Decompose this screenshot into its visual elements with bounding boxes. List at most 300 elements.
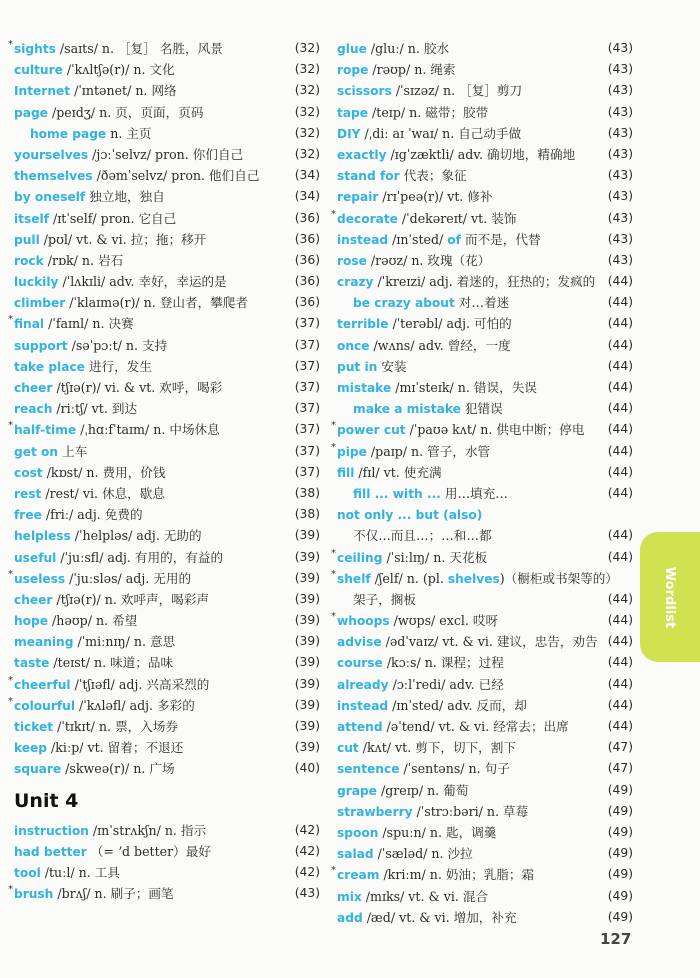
- headword: square: [14, 762, 62, 777]
- headword: grape: [337, 783, 377, 798]
- page-ref: (39): [294, 570, 320, 585]
- wordlist-entry: [337, 80, 633, 101]
- star-marker: *: [331, 441, 336, 453]
- definition: /teɪp/ n. 磁带；胶带: [368, 104, 489, 120]
- headword: rope: [337, 63, 369, 78]
- wordlist-entry: [337, 780, 633, 801]
- page-ref: (34): [294, 189, 320, 204]
- star-marker: *: [8, 39, 13, 50]
- page-ref: (39): [294, 613, 320, 628]
- wordlist-entry: [337, 356, 633, 377]
- definition: /ˈpaʊə kʌt/ n. 供电中断；停电: [405, 422, 585, 438]
- definition: /ˈɪntənet/ n. 网络: [70, 83, 177, 99]
- wordlist-entry: [14, 631, 320, 652]
- headword: cheerful: [14, 677, 71, 692]
- headword: glue: [337, 42, 367, 56]
- left-entries-top: [8, 38, 320, 780]
- wordlist-entry: [337, 652, 633, 673]
- definition: /ɪnˈsted/: [388, 231, 448, 247]
- definition: /rɪˈpeə(r)/ vt. 修补: [378, 189, 493, 205]
- definition: 独立地，独自: [85, 189, 165, 205]
- wordlist-entry: [14, 610, 320, 631]
- headword: cheer: [14, 592, 53, 607]
- definition: /ˈkʌltʃə(r)/ n. 文化: [62, 62, 175, 78]
- headword: ceiling: [337, 550, 383, 565]
- page-ref: (49): [607, 782, 633, 797]
- wordlist-entry: [14, 652, 320, 673]
- headword: tool: [14, 865, 41, 880]
- wordlist-entry: [14, 102, 320, 123]
- page-ref: (43): [607, 104, 633, 119]
- right-entries: [331, 38, 633, 928]
- unit-heading: Unit 4: [14, 789, 79, 812]
- definition: /ɪgˈzæktli/ adv. 确切地，精确地: [386, 146, 576, 162]
- definition: /skweə(r)/ n. 广场: [61, 761, 175, 777]
- wordlist-entry: [337, 165, 633, 186]
- wordlist-entry: [337, 398, 633, 419]
- wordlist-entry: [14, 504, 320, 525]
- definition: /ˈlʌkɪli/ adv. 幸好，幸运的是: [58, 274, 227, 290]
- definition: /ɪnˈstrʌkʃn/ n. 指示: [88, 822, 207, 838]
- left-entries-bottom: [8, 820, 320, 905]
- headword: hope: [14, 614, 49, 629]
- headword: mistake: [337, 381, 392, 395]
- definition: 上车: [58, 443, 88, 459]
- page-ref: (43): [294, 886, 320, 901]
- wordlist-entry: [337, 843, 633, 864]
- headword: sentence: [337, 762, 400, 777]
- wordlist-entry: [331, 864, 633, 885]
- wordlist-entry: [337, 271, 633, 292]
- definition: /ɪnˈsted/ adv. 反而，却: [388, 697, 527, 713]
- wordlist-entry: [331, 610, 633, 631]
- definition: /ˈsæləd/ n. 沙拉: [373, 846, 473, 862]
- headword: already: [337, 677, 389, 692]
- wordlist-entry: [337, 716, 633, 737]
- page-ref: (44): [607, 719, 633, 733]
- left-column: [8, 38, 320, 904]
- wordlist-entry: [337, 123, 633, 144]
- definition: /ˈmiːnɪŋ/ n. 意思: [73, 634, 176, 650]
- definition: /pʊl/ vt. & vi. 拉；拖；移开: [39, 231, 207, 247]
- page-ref: (36): [294, 274, 320, 289]
- headword-part: shelves: [447, 571, 500, 586]
- page-ref: (44): [607, 337, 633, 352]
- definition: 进行，发生: [84, 358, 152, 374]
- wordlist-entry: [8, 313, 320, 334]
- headword: mix: [337, 889, 362, 904]
- wordlist-entry: [14, 441, 320, 462]
- headword: by oneself: [14, 190, 86, 205]
- star-marker: *: [8, 314, 13, 326]
- headword: brush: [14, 887, 54, 902]
- page-ref: (42): [294, 864, 320, 879]
- definition: /kɔːs/ n. 课程；过程: [382, 655, 504, 671]
- page-ref: (37): [294, 464, 320, 479]
- wordlist-entry: [337, 102, 633, 123]
- wordlist-entry: [14, 716, 320, 737]
- headword: keep: [14, 741, 48, 756]
- wordlist-entry: [14, 271, 320, 292]
- definition: 代表；象征: [399, 168, 467, 184]
- page-ref: (44): [607, 422, 633, 437]
- wordlist-entry: [14, 377, 320, 398]
- page-ref: (39): [294, 697, 320, 712]
- wordlist-entry: [337, 907, 633, 928]
- headword: once: [337, 338, 370, 353]
- page-ref: (42): [294, 843, 320, 858]
- definition: /ɪtˈself/ pron. 它自己: [49, 210, 177, 226]
- wordlist-entry: [337, 504, 633, 525]
- definition: /tʃɪə(r)/ vi. & vt. 欢呼，喝彩: [52, 380, 223, 395]
- definition: /peɪdʒ/ n. 页，页面，页码: [47, 104, 204, 120]
- headword: rock: [14, 253, 44, 268]
- star-marker: *: [331, 420, 336, 432]
- definition: /ˈsentəns/ n. 句子: [399, 761, 510, 777]
- definition: /ˈklaɪmə(r)/ n. 登山者，攀爬者: [65, 295, 248, 311]
- headword: helpless: [14, 529, 71, 544]
- page-ref: (44): [607, 655, 633, 670]
- headword: sights: [14, 42, 56, 56]
- page-ref: (36): [294, 295, 320, 310]
- headword: decorate: [337, 211, 398, 226]
- headword: luckily: [14, 275, 59, 290]
- page-ref: (37): [294, 443, 320, 458]
- page-ref: (39): [294, 719, 320, 733]
- wordlist-entry: [14, 462, 320, 483]
- page-ref: (44): [607, 274, 633, 289]
- star-marker: *: [8, 674, 13, 686]
- page-number: 127: [600, 930, 632, 948]
- definition: /ˌhɑːfˈtaɪm/ n. 中场休息: [76, 422, 220, 438]
- page-ref: (44): [607, 464, 633, 479]
- page-ref: (49): [607, 867, 633, 882]
- page-ref: (43): [607, 252, 633, 267]
- definition: /səˈpɔːt/ n. 支持: [67, 337, 168, 353]
- headword: cost: [14, 465, 43, 480]
- definition: /tʃɪə(r)/ n. 欢呼声，喝彩声: [52, 591, 210, 607]
- definition: /ˈjuːsləs/ adj. 无用的: [65, 570, 192, 586]
- wordlist-entry: [14, 292, 320, 313]
- definition: /friː/ adj. 免费的: [41, 507, 143, 523]
- star-marker: *: [331, 611, 336, 623]
- definition: /tuːl/ n. 工具: [40, 864, 120, 880]
- wordlist-entry: [14, 335, 320, 356]
- page-ref: (44): [607, 697, 633, 712]
- definition: /ˈtɪkɪt/ n. 票，入场券: [53, 719, 178, 734]
- headword: taste: [14, 656, 50, 671]
- side-tab-label: Wordlist: [662, 566, 678, 628]
- wordlist-entry: [337, 59, 633, 80]
- headword: get on: [14, 444, 59, 459]
- definition: 架子，搁板: [353, 591, 416, 607]
- definition: /wʊps/ excl. 哎呀: [389, 613, 499, 629]
- definition: /ˈterəbl/ adj. 可怕的: [388, 316, 512, 332]
- headword: meaning: [14, 635, 74, 650]
- definition: /rɒk/ n. 岩石: [43, 252, 124, 268]
- page-ref: (32): [294, 62, 320, 77]
- wordlist-entry: [14, 250, 320, 271]
- headword: stand for: [337, 169, 400, 184]
- definition-part: )（橱柜或书架等的）: [499, 570, 618, 586]
- page-ref: (37): [294, 316, 320, 331]
- wordlist-entry: [337, 483, 633, 504]
- page-ref: (39): [294, 634, 320, 649]
- definition: /mɪks/ vt. & vi. 混合: [361, 888, 489, 904]
- definition: /rəʊp/ n. 绳索: [368, 62, 456, 78]
- wordlist-entry: [8, 568, 320, 589]
- headword: attend: [337, 720, 383, 734]
- page-ref: (32): [294, 125, 320, 140]
- headword: advise: [337, 635, 382, 650]
- wordlist-entry: [14, 862, 320, 883]
- definition: /saɪts/ n. ［复］ 名胜，风景: [55, 41, 223, 56]
- definition: /həʊp/ n. 希望: [48, 613, 138, 629]
- headword: whoops: [337, 614, 390, 629]
- wordlist-entry: [337, 525, 633, 546]
- wordlist-entry: [14, 589, 320, 610]
- definition: /paɪp/ n. 管子，水管: [366, 443, 491, 459]
- page-ref: (43): [607, 83, 633, 98]
- headword-part: of: [447, 232, 461, 247]
- headword: themselves: [14, 169, 93, 184]
- page-ref: (44): [607, 443, 633, 458]
- wordlist-entry: [8, 419, 320, 440]
- headword: salad: [337, 847, 374, 862]
- page-ref: (44): [607, 591, 633, 606]
- definition: 用…填充…: [440, 485, 508, 501]
- wordlist-entry: [14, 59, 320, 80]
- headword: take place: [14, 359, 85, 374]
- headword: cut: [337, 741, 359, 756]
- wordlist-entry: [331, 419, 633, 440]
- wordlist-entry: [14, 758, 320, 779]
- star-marker: *: [331, 547, 336, 559]
- definition: 犯错误: [460, 401, 503, 417]
- page-ref: (44): [607, 295, 633, 310]
- headword: ticket: [14, 720, 54, 734]
- page-ref: (43): [607, 168, 633, 183]
- wordlist-entry: [337, 335, 633, 356]
- definition: /ˌdiː aɪ ˈwaɪ/ n. 自己动手做: [360, 125, 522, 141]
- definition-part: 而不是，代替: [460, 231, 541, 247]
- page-ref: (40): [294, 761, 320, 776]
- page-ref: (37): [294, 422, 320, 437]
- headword: fill ... with ...: [353, 486, 441, 501]
- definition: /riːtʃ/ vt. 到达: [52, 401, 138, 417]
- definition: 安装: [377, 358, 407, 374]
- definition: /ˈdekəreɪt/ vt. 装饰: [397, 210, 517, 226]
- star-marker: *: [331, 865, 336, 877]
- wordlist-entry: [337, 250, 633, 271]
- headword: itself: [14, 211, 50, 226]
- page-ref: (39): [294, 528, 320, 543]
- headword: yourselves: [14, 147, 89, 162]
- wordlist-entry: [14, 186, 320, 207]
- definition: /ðəmˈselvz/ pron. 他们自己: [92, 168, 260, 184]
- page-ref: (47): [607, 740, 633, 755]
- headword: culture: [14, 63, 63, 78]
- page-ref: (32): [294, 146, 320, 161]
- page-ref: (39): [294, 676, 320, 691]
- definition: n. 主页: [106, 125, 152, 141]
- wordlist-entry: [337, 144, 633, 165]
- headword: home page: [30, 126, 107, 141]
- wordlist-entry: [337, 822, 633, 843]
- wordlist-entry: [337, 674, 633, 695]
- definition: /ˈsiːlɪŋ/ n. 天花板: [382, 549, 488, 565]
- star-marker: *: [8, 695, 13, 707]
- headword: pull: [14, 232, 40, 247]
- wordlist-entry: [331, 568, 633, 589]
- wordlist-entry: [337, 886, 633, 907]
- headword: make a mistake: [353, 402, 461, 417]
- headword: instruction: [14, 823, 89, 838]
- definition: /wʌns/ adv. 曾经，一度: [369, 337, 511, 353]
- headword: had better: [14, 844, 87, 859]
- wordlist-entry: [337, 801, 633, 822]
- wordlist-entry: [337, 38, 633, 59]
- wordlist-entry: [337, 186, 633, 207]
- headword: final: [14, 317, 45, 332]
- star-marker: *: [8, 420, 13, 432]
- page-ref: (43): [607, 231, 633, 246]
- headword: spoon: [337, 825, 379, 840]
- wordlist-entry: [14, 841, 320, 862]
- wordlist-entry: [337, 377, 633, 398]
- definition: /ʃelf/ n. (pl.: [370, 570, 448, 586]
- page-ref: (43): [607, 146, 633, 161]
- page-ref: (44): [607, 549, 633, 564]
- definition: /ˈkʌləfl/ adj. 多彩的: [75, 697, 195, 713]
- wordlist-entry: [14, 525, 320, 546]
- wordlist-entry: [337, 695, 633, 716]
- star-marker: *: [8, 568, 13, 580]
- page-ref: (44): [607, 316, 633, 331]
- headword: power cut: [337, 423, 406, 438]
- definition: /ˈtʃɪəfl/ adj. 兴高采烈的: [70, 676, 210, 692]
- definition: /kʌt/ vt. 剪下，切下，割下: [358, 740, 516, 756]
- page-ref: (37): [294, 401, 320, 416]
- wordlist-entry: [14, 229, 320, 250]
- headword: useless: [14, 571, 66, 586]
- definition: /æd/ vt. & vi. 增加，补充: [362, 909, 517, 925]
- definition: /teɪst/ n. 味道；品味: [49, 655, 174, 671]
- page-ref: (39): [294, 655, 320, 670]
- page-ref: (44): [607, 613, 633, 628]
- definition: /rəʊz/ n. 玫瑰（花）: [366, 252, 491, 268]
- headword: instead: [337, 232, 389, 247]
- page-ref: (32): [294, 83, 320, 98]
- wordlist-entry: [8, 695, 320, 716]
- page-ref: (39): [294, 549, 320, 564]
- page-ref: (49): [607, 888, 633, 903]
- wordlist-entry: [14, 80, 320, 101]
- wordlist-entry: [14, 208, 320, 229]
- definition: /gluː/ n. 胶水: [366, 41, 450, 56]
- page-ref: (42): [294, 822, 320, 837]
- wordlist-entry: [331, 547, 633, 568]
- star-marker: *: [331, 208, 336, 220]
- wordlist-entry: [14, 356, 320, 377]
- wordlist-entry: [14, 820, 320, 841]
- wordlist-entry: [331, 208, 633, 229]
- headword: fill: [337, 465, 355, 480]
- headword: be crazy about: [353, 296, 455, 311]
- definition: /ˈsɪzəz/ n. ［复］剪刀: [391, 83, 523, 99]
- page-ref: (38): [294, 485, 320, 500]
- page-ref: (49): [607, 846, 633, 861]
- page-ref: (44): [607, 528, 633, 543]
- definition: /brʌʃ/ n. 刷子；画笔: [53, 886, 174, 902]
- page-ref: (43): [607, 41, 633, 55]
- wordlist-entry: [14, 398, 320, 419]
- page-ref: (37): [294, 358, 320, 373]
- headword: pipe: [337, 444, 367, 459]
- star-marker: *: [331, 568, 336, 580]
- page-ref: (32): [294, 41, 320, 55]
- definition: /mɪˈsteɪk/ n. 错误，失误: [391, 380, 537, 395]
- headword: Internet: [14, 84, 71, 99]
- page-ref: (49): [607, 803, 633, 818]
- wordlist-entry: [331, 441, 633, 462]
- wordlist-entry: [337, 313, 633, 334]
- wordlist-entry: [14, 737, 320, 758]
- headword: colourful: [14, 698, 75, 713]
- page-ref: (39): [294, 740, 320, 755]
- headword: not only ... but (also): [337, 508, 483, 523]
- definition: /kriːm/ n. 奶油；乳脂；霜: [379, 867, 535, 883]
- definition: /ˈjuːsfl/ adj. 有用的，有益的: [56, 549, 224, 565]
- wordlist-entry: [8, 883, 320, 904]
- page-ref: (44): [607, 380, 633, 394]
- page-ref: (49): [607, 909, 633, 924]
- page-ref: (32): [294, 104, 320, 119]
- wordlist-entry: [14, 483, 320, 504]
- page-ref: (36): [294, 231, 320, 246]
- definition: /spuːn/ n. 匙，调羹: [378, 824, 497, 840]
- definition: /rest/ vi. 休息，歇息: [41, 485, 165, 501]
- wordlist-entry: [8, 38, 320, 59]
- page-ref: (43): [607, 125, 633, 140]
- definition: /jɔːˈselvz/ pron. 你们自己: [88, 146, 244, 162]
- page-ref: (44): [607, 401, 633, 416]
- page-ref: (47): [607, 761, 633, 776]
- definition: /kiːp/ vt. 留着；不退还: [47, 740, 184, 756]
- wordlist-side-tab: [640, 532, 700, 662]
- page-ref: (44): [607, 634, 633, 649]
- definition: /ədˈvaɪz/ vt. & vi. 建议，忠告，劝告: [381, 634, 598, 650]
- page-ref: (36): [294, 210, 320, 225]
- wordlist-entry: [337, 589, 633, 610]
- definition: /ɔːlˈredi/ adv. 已经: [388, 676, 504, 692]
- page-ref: (38): [294, 507, 320, 522]
- page-ref: (44): [607, 358, 633, 373]
- wordlist-entry: [14, 547, 320, 568]
- headword: DIY: [337, 126, 361, 141]
- definition: /kɒst/ n. 费用，价钱: [42, 464, 166, 480]
- page-ref: (43): [607, 210, 633, 225]
- page-ref: (49): [607, 824, 633, 839]
- headword: half-time: [14, 423, 77, 438]
- page-ref: (34): [294, 168, 320, 183]
- page-ref: (37): [294, 337, 320, 352]
- wordlist-entry: [8, 674, 320, 695]
- headword: reach: [14, 402, 53, 417]
- headword: shelf: [337, 571, 371, 586]
- wordlist-entry: [14, 123, 320, 144]
- definition: /ˈfaɪnl/ n. 决赛: [44, 316, 134, 332]
